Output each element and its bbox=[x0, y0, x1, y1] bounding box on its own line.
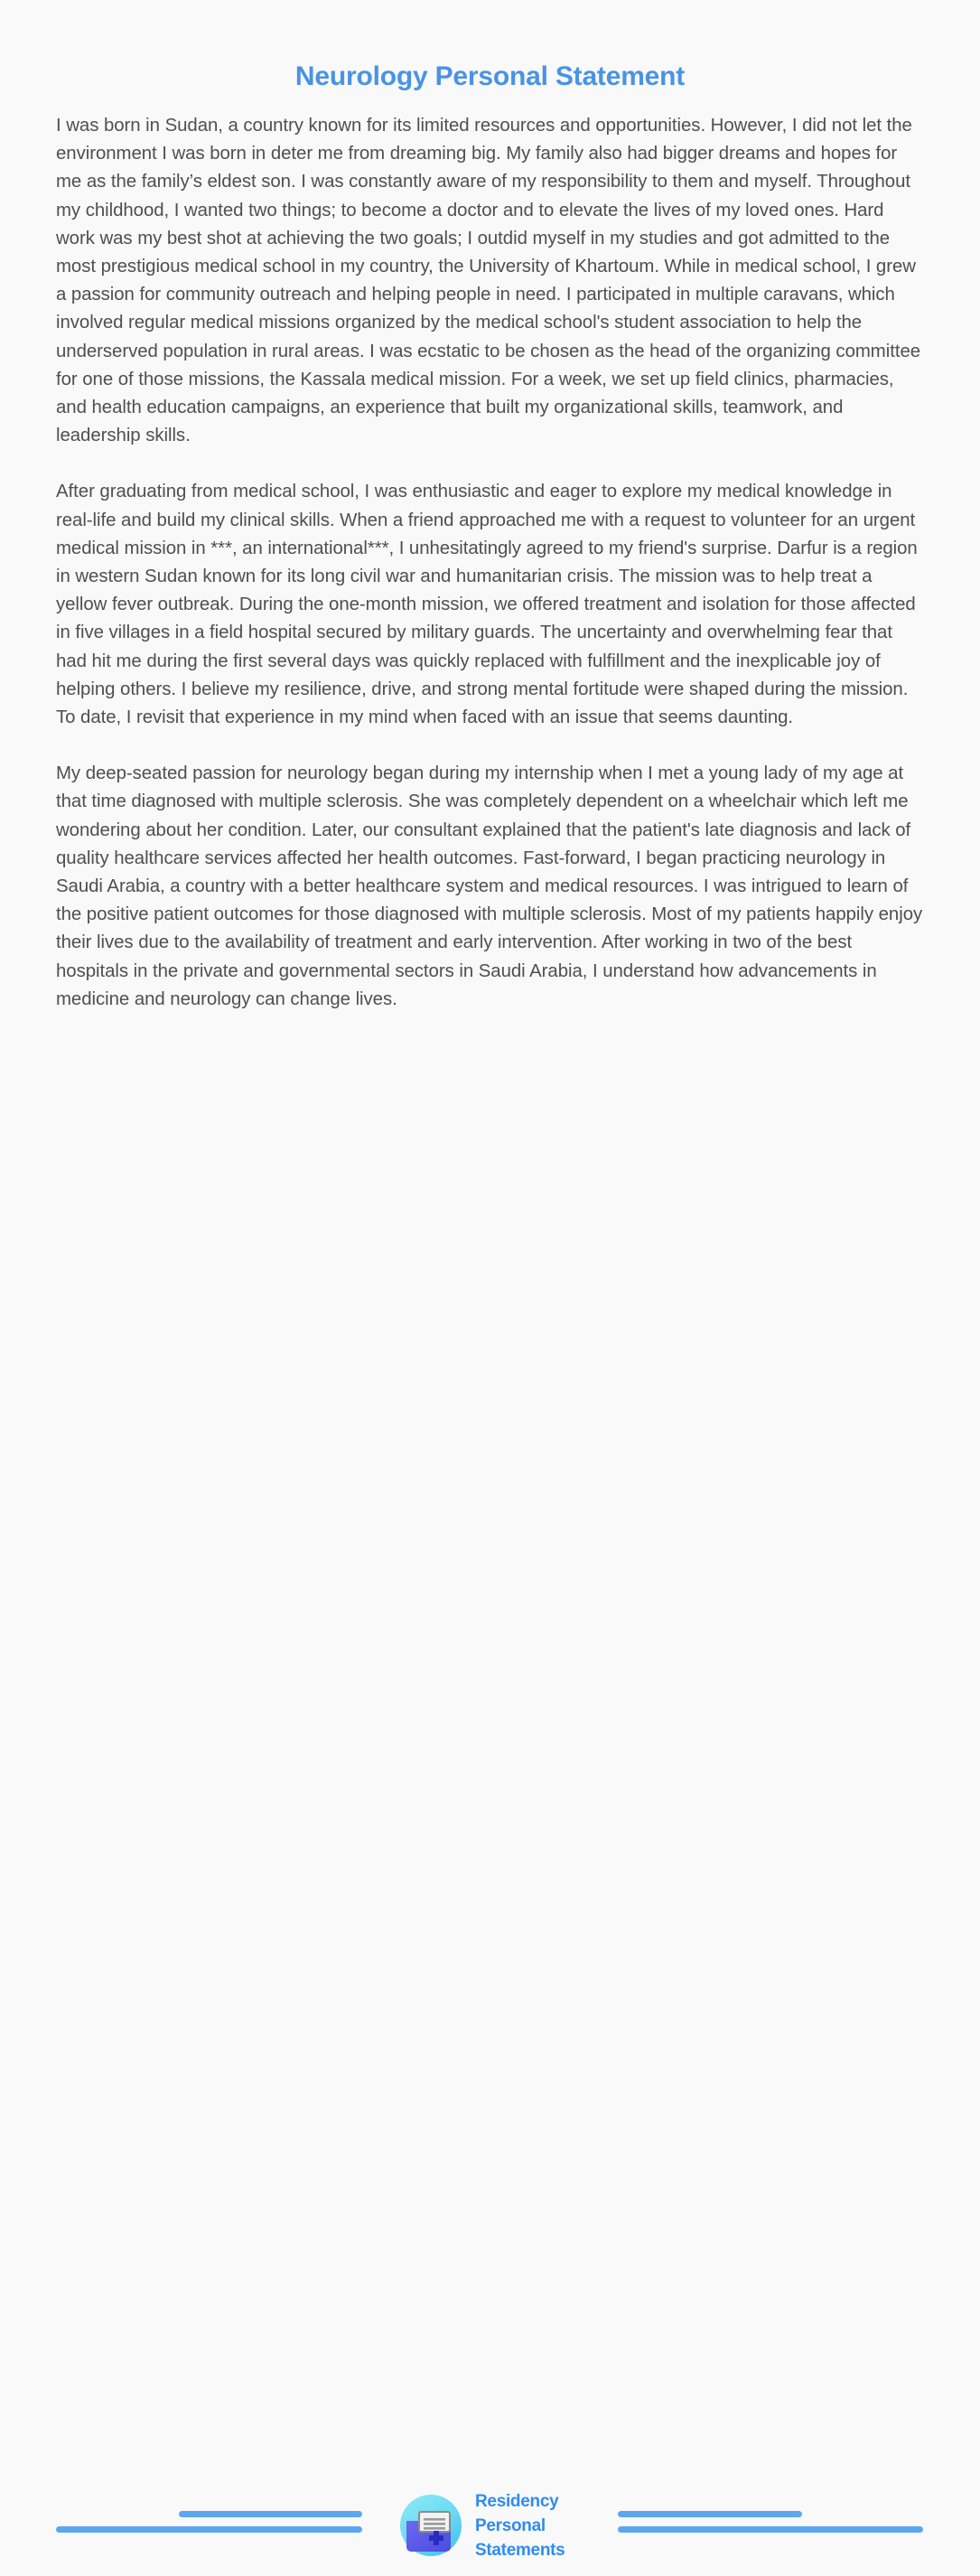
page-title: Neurology Personal Statement bbox=[294, 61, 686, 92]
paragraph-2: After graduating from medical school, I was enthusiastic and eager to explore my medical knowledge in real-life and build my clinical skills. When a friend approached me with a request to volunteer for an urgent medical mission in ***, an international***, I unhesitatingly agreed to my friend's surprise. Darfur is a region in western Sudan known for its long civil war and humanitarian crisis. The mission was to help treat a yellow fever outbreak. During the one-month mission, we offered treatment and isolation for those affected in five villages in a field hospital secured by military guards. The uncertainty and overwhelming fear that had hit me during the first several days was quickly replaced with fulfillment and the inexplicable joy of helping others. I believe my resilience, drive, and strong mental fortitude were shaped during the mission. To date, I revisit that experience in my mind when faced with an issue that seems daunting. bbox=[56, 482, 918, 728]
footer-rule-right-top bbox=[618, 2511, 802, 2517]
brand-name bbox=[475, 2489, 565, 2562]
medical-folder-icon bbox=[397, 2492, 464, 2559]
brand-logo bbox=[397, 2475, 605, 2576]
footer-rule-left-bottom bbox=[56, 2526, 362, 2533]
brand-name-line-3: Statements bbox=[475, 2540, 565, 2560]
paragraph-1: I was born in Sudan, a country known for its limited resources and opportunities. However, I did not let the environment I was born in deter me from dreaming big. My family also had bigger dreams and hopes for me as the family’s eldest son. I was constantly aware of my responsibility to them and myself. Throughout my childhood, I wanted two things; to become a doctor and to elevate the lives of my loved ones. Hard work was my best shot at achieving the two goals; I outdid myself in my studies and got admitted to the most prestigious medical school in my country, the University of Khartoum. While in medical school, I grew a passion for community outreach and helping people in need. I participated in multiple caravans, which involved regular medical missions organized by the medical school's student association to help the underserved population in rural areas. I was ecstatic to be chosen as the head of the organizing committee for one of those missions, the Kassala medical mission. For a week, we set up field clinics, pharmacies, and health education campaigns, an experience that built my organizational skills, teamwork, and leadership skills. bbox=[56, 116, 921, 446]
brand-name-line-2: Personal bbox=[475, 2515, 546, 2535]
footer-rule-left-top bbox=[179, 2511, 362, 2517]
statement-body bbox=[56, 112, 923, 1014]
brand-name-line-1: Residency bbox=[475, 2491, 559, 2511]
footer-rule-right-bottom bbox=[618, 2526, 923, 2533]
paragraph-3: My deep-seated passion for neurology began during my internship when I met a young lady of my age at that time diagnosed with multiple sclerosis. She was completely dependent on a wheelchair which left me wondering about her condition. Later, our consultant explained that the patient's late diagnosis and lack of quality healthcare services affected her health outcomes. Fast-forward, I began practicing neurology in Saudi Arabia, a country with a better healthcare system and medical resources. I was intrigued to learn of the positive patient outcomes for those diagnosed with multiple sclerosis. Most of my patients happily enjoy their lives due to the availability of treatment and early intervention. After working in two of the best hospitals in the private and governmental sectors in Saudi Arabia, I understand how advancements in medicine and neurology can change lives. bbox=[56, 763, 923, 1009]
page-footer bbox=[0, 1225, 980, 2560]
